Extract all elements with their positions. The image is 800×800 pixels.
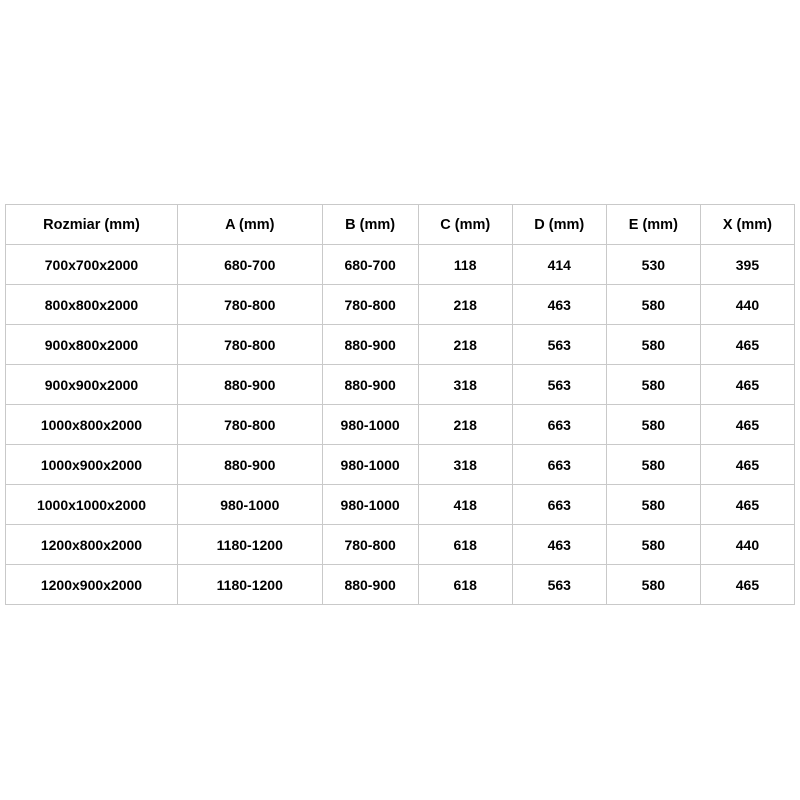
cell-a: 880-900 bbox=[177, 445, 322, 485]
cell-d: 463 bbox=[512, 525, 606, 565]
specification-table bbox=[5, 204, 795, 605]
cell-rozmiar: 1200x900x2000 bbox=[6, 565, 178, 605]
column-header-b: B (mm) bbox=[322, 205, 418, 245]
cell-b: 680-700 bbox=[322, 245, 418, 285]
table-row bbox=[6, 485, 795, 525]
cell-x: 465 bbox=[700, 325, 794, 365]
cell-c: 418 bbox=[418, 485, 512, 525]
cell-a: 1180-1200 bbox=[177, 525, 322, 565]
column-header-c: C (mm) bbox=[418, 205, 512, 245]
cell-c: 618 bbox=[418, 525, 512, 565]
cell-b: 780-800 bbox=[322, 525, 418, 565]
cell-c: 318 bbox=[418, 365, 512, 405]
table-header-row bbox=[6, 205, 795, 245]
column-header-a: A (mm) bbox=[177, 205, 322, 245]
cell-e: 580 bbox=[606, 285, 700, 325]
table-row bbox=[6, 565, 795, 605]
cell-e: 530 bbox=[606, 245, 700, 285]
table-row bbox=[6, 405, 795, 445]
cell-rozmiar: 700x700x2000 bbox=[6, 245, 178, 285]
cell-x: 440 bbox=[700, 525, 794, 565]
cell-d: 414 bbox=[512, 245, 606, 285]
cell-x: 465 bbox=[700, 365, 794, 405]
cell-d: 563 bbox=[512, 325, 606, 365]
cell-x: 465 bbox=[700, 565, 794, 605]
cell-rozmiar: 800x800x2000 bbox=[6, 285, 178, 325]
cell-d: 663 bbox=[512, 445, 606, 485]
cell-rozmiar: 900x900x2000 bbox=[6, 365, 178, 405]
table-row bbox=[6, 325, 795, 365]
cell-b: 880-900 bbox=[322, 365, 418, 405]
cell-d: 563 bbox=[512, 365, 606, 405]
column-header-rozmiar: Rozmiar (mm) bbox=[6, 205, 178, 245]
table-row bbox=[6, 445, 795, 485]
cell-e: 580 bbox=[606, 365, 700, 405]
cell-a: 780-800 bbox=[177, 285, 322, 325]
cell-e: 580 bbox=[606, 525, 700, 565]
cell-a: 980-1000 bbox=[177, 485, 322, 525]
cell-a: 680-700 bbox=[177, 245, 322, 285]
cell-e: 580 bbox=[606, 405, 700, 445]
cell-b: 980-1000 bbox=[322, 485, 418, 525]
column-header-x: X (mm) bbox=[700, 205, 794, 245]
cell-b: 880-900 bbox=[322, 565, 418, 605]
cell-a: 780-800 bbox=[177, 325, 322, 365]
cell-c: 618 bbox=[418, 565, 512, 605]
table-row bbox=[6, 525, 795, 565]
cell-rozmiar: 900x800x2000 bbox=[6, 325, 178, 365]
cell-x: 440 bbox=[700, 285, 794, 325]
table-row bbox=[6, 245, 795, 285]
cell-e: 580 bbox=[606, 325, 700, 365]
cell-a: 1180-1200 bbox=[177, 565, 322, 605]
cell-b: 780-800 bbox=[322, 285, 418, 325]
cell-rozmiar: 1200x800x2000 bbox=[6, 525, 178, 565]
cell-x: 395 bbox=[700, 245, 794, 285]
cell-c: 118 bbox=[418, 245, 512, 285]
specification-table-container bbox=[5, 204, 795, 605]
cell-a: 780-800 bbox=[177, 405, 322, 445]
cell-d: 663 bbox=[512, 405, 606, 445]
table-row bbox=[6, 285, 795, 325]
cell-e: 580 bbox=[606, 565, 700, 605]
cell-e: 580 bbox=[606, 485, 700, 525]
cell-a: 880-900 bbox=[177, 365, 322, 405]
cell-e: 580 bbox=[606, 445, 700, 485]
cell-x: 465 bbox=[700, 445, 794, 485]
column-header-e: E (mm) bbox=[606, 205, 700, 245]
cell-b: 880-900 bbox=[322, 325, 418, 365]
cell-b: 980-1000 bbox=[322, 445, 418, 485]
cell-c: 218 bbox=[418, 285, 512, 325]
table-row bbox=[6, 365, 795, 405]
cell-b: 980-1000 bbox=[322, 405, 418, 445]
column-header-d: D (mm) bbox=[512, 205, 606, 245]
cell-d: 563 bbox=[512, 565, 606, 605]
cell-rozmiar: 1000x900x2000 bbox=[6, 445, 178, 485]
cell-x: 465 bbox=[700, 405, 794, 445]
cell-rozmiar: 1000x1000x2000 bbox=[6, 485, 178, 525]
cell-d: 663 bbox=[512, 485, 606, 525]
cell-c: 218 bbox=[418, 405, 512, 445]
table-header bbox=[6, 205, 795, 245]
cell-rozmiar: 1000x800x2000 bbox=[6, 405, 178, 445]
cell-d: 463 bbox=[512, 285, 606, 325]
cell-c: 218 bbox=[418, 325, 512, 365]
table-body bbox=[6, 245, 795, 605]
cell-c: 318 bbox=[418, 445, 512, 485]
cell-x: 465 bbox=[700, 485, 794, 525]
